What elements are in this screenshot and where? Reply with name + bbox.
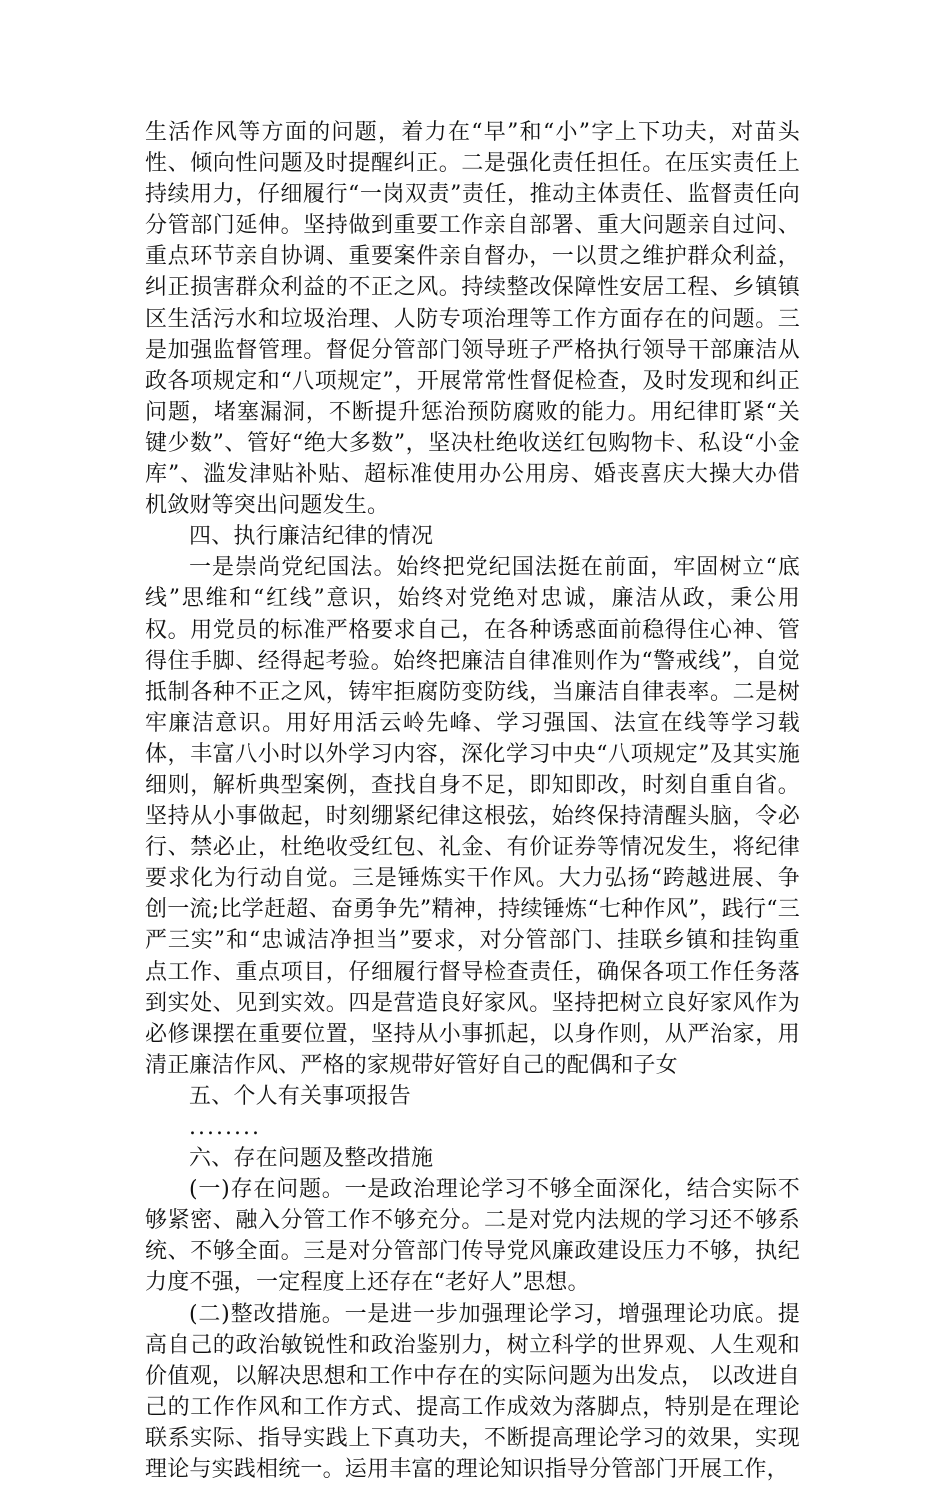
document-body: [145, 117, 800, 1485]
heading-section-6: 六、存在问题及整改措施: [189, 1146, 434, 1172]
heading-section-5: 五、个人有关事项报告: [189, 1083, 412, 1109]
paragraph-measures: (二)整改措施。一是进一步加强理论学习，增强理论功底。提高自己的政治敏锐性和政治鉴别力，树立科学的世界观、人生观和价值观，以解决思想和工作中存在的实际问题为出发点， 以改进自己的工作作风和工作方式、提高工作成效为落脚点，特别是在理论联系实际、指导实践上下真功夫，不断提高理论学习的效果，实现理论与实践相统一。运用丰富的理论知识指导分管部门开展工作，: [145, 1301, 800, 1483]
heading-section-4: 四、执行廉洁纪律的情况: [189, 524, 434, 550]
paragraph-supervision: 生活作风等方面的问题，着力在“早”和“小”字上下功夫，对苗头性、倾向性问题及时提醒纠正。二是强化责任担任。在压实责任上持续用力，仔细履行“一岗双责”责任，推动主体责任、监督责任向分管部门延伸。坚持做到重要工作亲自部署、重大问题亲自过问、重点环节亲自协调、重要案件亲自督办，一以贯之维护群众利益，纠正损害群众利益的不正之风。持续整改保障性安居工程、乡镇镇区生活污水和垃圾治理、人防专项治理等工作方面存在的问题。三是加强监督管理。督促分管部门领导班子严格执行领导干部廉洁从政各项规定和“八项规定”，开展常常性督促检查，及时发现和纠正问题，堵塞漏洞，不断提升惩治预防腐败的能力。用纪律盯紧“关键少数”、管好“绝大多数”，坚决杜绝收送红包购物卡、私设“小金库”、滥发津贴补贴、超标准使用办公用房、婚丧喜庆大操大办借机敛财等突出问题发生。: [145, 120, 800, 519]
paragraph-discipline: 一是崇尚党纪国法。始终把党纪国法挺在前面，牢固树立“底线”思维和“红线”意识，始终对党绝对忠诚，廉洁从政，秉公用权。用党员的标准严格要求自己，在各种诱惑面前稳得住心神、管得住手脚、经得起考验。始终把廉洁自律准则作为“警戒线”，自觉抵制各种不正之风，铸牢拒腐防变防线，当廉洁自律表率。二是树牢廉洁意识。用好用活云岭先峰、学习强国、法宣在线等学习载体，丰富八小时以外学习内容，深化学习中央“八项规定”及其实施细则，解析典型案例，查找自身不足，即知即改，时刻自重自省。坚持从小事做起，时刻绷紧纪律这根弦，始终保持清醒头脑，令必行、禁必止，杜绝收受红包、礼金、有价证券等情况发生，将纪律要求化为行动自觉。三是锤炼实干作风。大力弘扬“跨越进展、争创一流;比学赶超、奋勇争先”精神，持续锤炼“七种作风”，践行“三严三实”和“忠诚洁净担当”要求，对分管部门、挂联乡镇和挂钩重点工作、重点项目，仔细履行督导检查责任，确保各项工作任务落到实处、见到实效。四是营造良好家风。坚持把树立良好家风作为必修课摆在重要位置，坚持从小事抓起，以身作则，从严治家，用清正廉洁作风、严格的家规带好管好自己的配偶和子女: [145, 555, 800, 1078]
paragraph-problems: (一)存在问题。一是政治理论学习不够全面深化，结合实际不够紧密、融入分管工作不够充分。二是对党内法规的学习还不够系统、不够全面。三是对分管部门传导党风廉政建设压力不够，执纪力度不强，一定程度上还存在“老好人”思想。: [145, 1177, 800, 1296]
ellipsis-line: ........: [189, 1115, 261, 1140]
